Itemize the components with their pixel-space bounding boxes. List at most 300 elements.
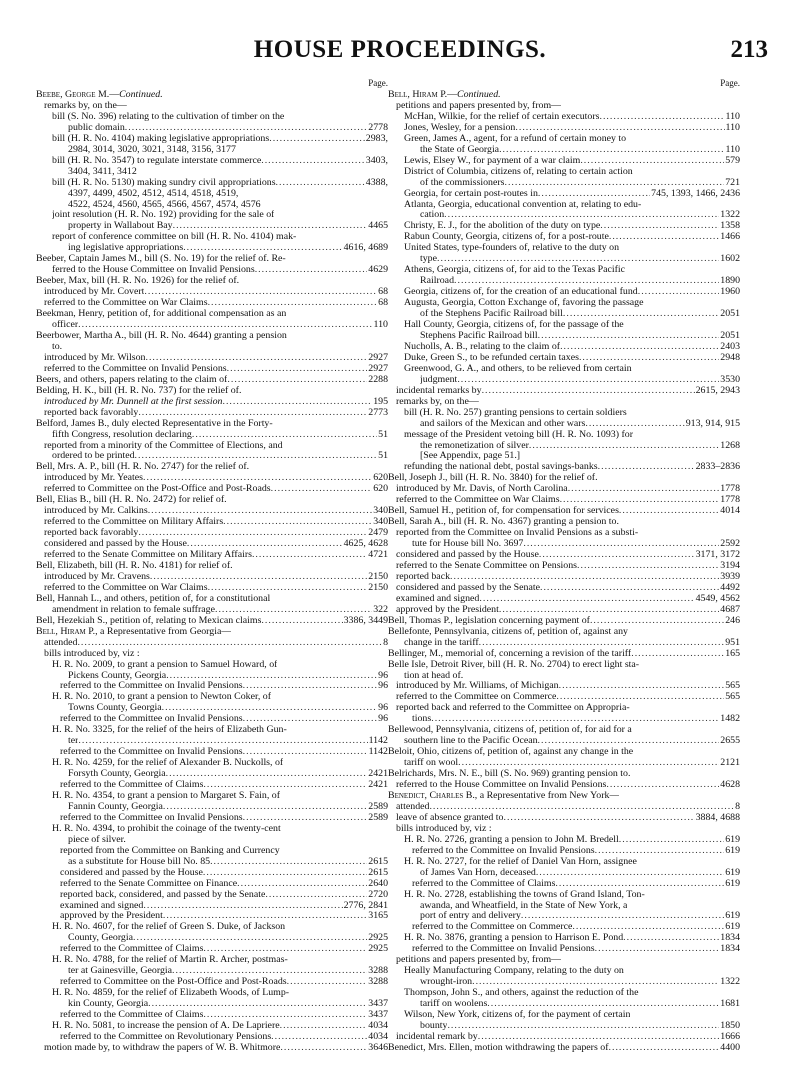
index-entry-text: bills introduced by, viz : [44,648,140,659]
index-entry-text: Hall County, Georgia, citizens of, for the passage of the [404,320,624,331]
index-line [36,90,388,101]
leader-dots [595,846,725,857]
index-entry-text: referred to the Committee of Claims [60,944,204,955]
index-entry-text: referred to the Committee on War Claims [44,298,208,309]
index-line [388,671,740,682]
index-line [388,1021,740,1032]
index-line [36,561,388,572]
index-entry-text: referred to the Committee on Commerce [396,692,557,703]
index-entry-text: bill (H. R. No. 257) granting pensions to certain soldiers [404,407,627,418]
page-reference: 2615, 2943 [695,385,740,396]
leader-dots [208,583,368,594]
index-line [36,627,388,638]
index-entry-text: tions [412,714,432,725]
page-reference: 4687 [720,604,740,615]
index-entry-text: [See Appendix, page 51.] [420,451,521,462]
index-line [36,210,388,221]
page-reference: 619 [725,922,740,933]
leader-dots [472,977,719,988]
page-reference: 721 [725,177,740,188]
page-reference: 2592 [720,539,740,550]
index-entry-text: Beerbower, Martha A., bill (H. R. No. 4644) granting a pension [36,330,287,341]
leader-dots [595,944,720,955]
index-line [388,167,740,178]
index-entry-text: Bell, Hiram P., a Representative from Georgia— [36,626,232,637]
index-entry-text: Belford, James B., duly elected Representative in the Forty- [36,418,273,429]
leader-dots [580,156,724,167]
index-entry-text: referred to the Committee on Invalid Pensions [60,812,243,823]
leader-dots [529,441,719,452]
index-line [36,616,388,627]
index-line [388,473,740,484]
leader-dots [536,868,724,879]
index-entry-text: Heally Manufacturing Company, relating to the duty on [404,966,624,977]
page-reference: 2421 [368,769,388,780]
page-reference: 4400 [720,1042,740,1053]
page-reference: 2778 [368,122,388,133]
index-line [388,495,740,506]
index-entry-text: bounty [420,1021,448,1032]
index-line [36,747,388,758]
index-entry-text: approved by the President [396,604,499,615]
index-line [388,276,740,287]
page-reference: 1142 [368,747,388,758]
index-entry-text: the State of Georgia [420,144,500,155]
page-reference: 340 [373,506,388,517]
index-line [36,473,388,484]
page-reference: 246 [725,615,740,626]
index-line [36,287,388,298]
index-entry-text: Beekman, Henry, petition of, for additional compensation as an [36,309,287,320]
index-line [36,605,388,616]
index-entry-text: 2984, 3014, 3020, 3021, 3148, 3156, 3177 [68,144,236,155]
index-line [388,955,740,966]
index-entry-text: referred to the Committee on Commerce [412,922,573,933]
page-reference: 4465 [368,221,388,232]
leader-dots [271,484,373,495]
leader-dots [609,1043,720,1054]
index-entry-text: Bell, Hezekiah S., petition of, relating to Mexican claims [36,615,262,626]
index-entry-text: Athens, Georgia, citizens of, for aid to the Texas Pacific [404,265,626,276]
index-line [36,484,388,495]
index-entry-text: property in Wallabout Bay [68,221,173,232]
page-reference: 619 [725,878,740,889]
leader-dots [163,911,367,922]
leader-dots [143,901,342,912]
index-line [36,539,388,550]
index-line [36,933,388,944]
index-entry-text: Thompson, John S., and others, against the reduction of the [404,988,639,999]
leader-dots [143,473,372,484]
page-number: 213 [730,36,768,63]
leader-dots [631,649,724,660]
page-reference: 1322 [720,977,740,988]
index-entry-text: 4522, 4524, 4560, 4565, 4566, 4567, 4574, 4576 [68,199,261,210]
index-line [388,265,740,276]
index-entry-text: H. R. No. 3325, for the relief of the heirs of Elizabeth Gun- [52,725,287,736]
index-entry-text: reported back favorably [44,407,139,418]
leader-dots [609,232,719,243]
leader-dots [172,966,367,977]
leader-dots [261,616,342,627]
leader-dots [280,1021,368,1032]
page-reference: 2615 [368,867,388,878]
index-line [388,287,740,298]
index-entry-text: Belding, H. K., bill (H. R. No. 737) for the relief of. [36,385,242,396]
page-reference: 1602 [720,254,740,265]
index-line [388,112,740,123]
index-line [36,298,388,309]
index-entry-text: Bellewood, Pennsylvania, citizens of, petition of, for aid for a [388,725,632,736]
leader-dots [458,758,719,769]
page-reference: 2983, [365,133,388,144]
page-reference: 165 [725,648,740,659]
index-line [388,868,740,879]
index-line [36,331,388,342]
leader-dots [252,550,367,561]
index-entry-text: H. R. No. 3876, granting a pension to Harrison E. Pond [404,933,624,944]
leader-dots [429,802,734,813]
page-reference: 3530 [720,374,740,385]
index-line [388,189,740,200]
index-entry-text: H. R. No. 4607, for the relief of Green S. Duke, of Jackson [52,922,286,933]
index-line [36,879,388,890]
index-entry-text: introduced by Mr. Cravens [44,571,150,582]
page-reference: 2927 [368,352,388,363]
index-entry-text: referred to the Committee on Invalid Pensions [44,363,227,374]
page-reference: 1890 [720,276,740,287]
page-reference: 1960 [720,287,740,298]
page-reference: 110 [725,111,740,122]
leader-dots [163,802,367,813]
index-line [36,1032,388,1043]
page-reference: 2288 [368,374,388,385]
leader-dots [559,681,725,692]
index-line [36,156,388,167]
page-reference: 2403 [720,341,740,352]
leader-dots [138,528,367,539]
index-entry-text: bill (S. No. 396) relating to the cultivation of timber on the [52,111,285,122]
index-line [36,944,388,955]
index-entry-text: Stephens Pacific Railroad bill [420,330,538,341]
index-entry-text: Bell, Mrs. A. P., bill (H. R. No. 2747) for the relief of. [36,462,250,473]
index-entry-text: port of entry and delivery [420,911,521,922]
leader-dots [437,254,719,265]
page-reference: 565 [725,692,740,703]
index-line [36,769,388,780]
index-line [388,966,740,977]
index-line [388,944,740,955]
index-line [388,375,740,386]
index-entry-text: leave of absence granted to [396,812,504,823]
page-reference: 4549, 4562 [695,593,740,604]
leader-dots [187,539,343,550]
index-entry-text: Bell, Joseph J., bill (H. R. No. 3840) for the relief of. [388,473,598,484]
index-line [388,901,740,912]
index-entry-text: H. R. No. 4859, for the relief of Elizabeth Woods, of Lump- [52,988,290,999]
index-entry-text: tute for House bill No. 3697 [412,539,524,550]
page-reference: 4014 [720,506,740,517]
leader-dots [503,813,694,824]
leader-dots [478,1032,720,1043]
leader-dots [203,944,367,955]
leader-dots [619,506,719,517]
index-line [388,254,740,265]
index-entry-text: Lewis, Elsey W., for payment of a war claim [404,155,581,166]
index-entry-text: Railroad [420,276,455,287]
index-entry-text: petitions and papers presented by, from— [396,100,561,111]
index-line [36,999,388,1010]
leader-dots [487,999,719,1010]
leader-dots [479,594,694,605]
index-entry-text: referred to the Committee on Invalid Pensions [412,845,595,856]
index-entry-text: Towns County, Georgia [68,703,162,714]
index-line [36,276,388,287]
index-entry-text: Bellinger, M., memorial of, concerning a revision of the tariff [388,648,632,659]
index-entry-text: kin County, Georgia [68,999,149,1010]
index-line [36,890,388,901]
index-line [36,462,388,473]
page-reference: 2479 [368,528,388,539]
leader-dots [227,375,367,386]
index-line [36,178,388,189]
index-line [388,769,740,780]
index-line [36,189,388,200]
index-entry-text: H. R. No. 4259, for the relief of Alexander B. Nuckolls, of [52,758,284,769]
index-entry-text: referred to the Committee on Invalid Pensions [412,944,595,955]
index-entry-text: considered and passed by the House [60,867,203,878]
index-line [36,112,388,123]
index-entry-text: referred to the Committee on War Claims [396,495,560,506]
index-line [36,1010,388,1021]
index-line [388,178,740,189]
page-reference: 1322 [720,210,740,221]
index-line [388,835,740,846]
page-reference: 579 [725,155,740,166]
page-reference: 110 [373,320,388,331]
index-line [36,386,388,397]
index-column-left [36,78,388,1054]
page-reference: 1666 [720,1031,740,1042]
index-line [36,977,388,988]
page-reference: 1850 [720,1021,740,1032]
index-line [36,736,388,747]
index-entry-text: the remonetization of silver [420,440,529,451]
leader-dots [454,276,719,287]
index-entry-text: 3404, 3411, 3412 [68,166,137,177]
page-reference: 51 [378,451,388,462]
leader-dots [237,879,367,890]
page-reference: 2655 [720,736,740,747]
index-line [36,911,388,922]
page-reference: 1482 [720,714,740,725]
index-entry-text: 4397, 4499, 4502, 4512, 4514, 4518, 4519, [68,188,239,199]
index-entry-text: of the commissioners [420,177,505,188]
index-entry-text: referred to the Committee of Claims [412,878,556,889]
page-reference: 1778 [720,484,740,495]
index-entry-text: Bell, Sarah A., bill (H. R. No. 4367) granting a pension to. [388,517,619,528]
leader-dots [540,583,719,594]
index-line [388,243,740,254]
leader-dots [579,353,719,364]
leader-dots [78,320,372,331]
leader-dots [255,265,368,276]
leader-dots [223,517,372,528]
page-reference: 322 [373,604,388,615]
leader-dots [447,1021,719,1032]
index-line [36,200,388,211]
index-line [36,955,388,966]
index-entry-text: refunding the national debt, postal savings-banks [404,462,598,473]
page-reference: 4034 [368,1031,388,1042]
index-entry-text: Bell, Thomas P., legislation concerning payment of [388,615,590,626]
index-entry-text: wrought-iron [420,977,473,988]
index-line [36,835,388,846]
index-entry-text: remarks by, on the— [44,100,127,111]
page-reference: 620 [373,473,388,484]
index-entry-text: Beers, and others, papers relating to the claim of [36,374,228,385]
index-line [388,364,740,375]
page-column-label: Page. [368,78,388,88]
page-reference: 96 [378,681,388,692]
index-line [388,462,740,473]
index-entry-text: incidental remarks by [396,385,482,396]
leader-dots [77,638,382,649]
index-entry-text: reported back and referred to the Committee on Appropria- [396,703,630,714]
leader-dots [590,616,724,627]
index-entry-text: referred to the Committee on Invalid Pensions [60,681,243,692]
index-entry-text: Beloit, Ohio, citizens of, petition of, against any change in the [388,747,634,758]
index-line [388,484,740,495]
page-reference: 3939 [720,571,740,582]
leader-dots [515,123,724,134]
page-reference: 4616, 4689 [343,243,388,254]
page-reference: 2925 [368,933,388,944]
index-entry-text: tariff on woolens [420,999,488,1010]
leader-dots [222,397,372,408]
index-line [36,594,388,605]
index-line [388,517,740,528]
index-entry-text: tion at head of. [404,670,464,681]
index-entry-text: type [420,254,438,265]
index-line [388,681,740,692]
index-entry-text: H. R. No. 2726, granting a pension to John M. Bredell [404,834,619,845]
leader-dots [166,769,368,780]
page-reference: 2833–2836 [695,462,740,473]
page-reference: 4625, 4628 [343,539,388,550]
index-line [388,988,740,999]
index-entry-text: examined and signed [60,900,144,911]
index-line [388,824,740,835]
index-entry-text: public domain [68,122,125,133]
index-entry-text: H. R. No. 2727, for the relief of Daniel Van Horn, assignee [404,856,637,867]
page-column-label: Page. [720,78,740,88]
index-line [388,320,740,331]
index-line [388,506,740,517]
index-entry-text: piece of silver. [68,834,126,845]
leader-dots [600,221,719,232]
index-entry-text: awanda, and Wheatfield, in the State of New York, a [420,900,628,911]
page-reference: 4034 [368,1021,388,1032]
index-line [388,911,740,922]
leader-dots [133,933,367,944]
index-entry-text: southern line to the Pacific Ocean [404,736,538,747]
leader-dots [499,145,724,156]
leader-dots [276,178,365,189]
index-line [388,1032,740,1043]
index-entry-text: Atlanta, Georgia, educational convention at, relating to edu- [404,199,642,210]
index-line [36,1043,388,1054]
index-entry-text: referred to the Committee on Invalid Pensions [60,714,243,725]
index-entry-text: referred to the Committee of Claims [60,780,204,791]
index-line [36,846,388,857]
index-line [36,353,388,364]
leader-dots [183,243,342,254]
index-entry-text: reported from the Committee on Invalid Pensions as a substi- [396,528,639,539]
leader-dots [563,309,719,320]
leader-dots [287,977,368,988]
index-line [388,134,740,145]
index-entry-text: Bell, Elizabeth, bill (H. R. No. 4181) for relief of. [36,560,233,571]
index-line [388,736,740,747]
index-line [388,747,740,758]
index-entry-text: reported back favorably [44,528,139,539]
index-line [36,397,388,408]
index-entry-text: Christy, E. J., for the abolition of the duty on type [404,221,601,232]
index-line [388,309,740,320]
page-reference: 1466 [720,232,740,243]
page-header [0,36,800,70]
index-entry-text: of James Van Horn, deceased [420,867,536,878]
index-entry-text: fifth Congress, resolution declaring [52,429,192,440]
index-line [388,210,740,221]
page-reference: 8 [383,637,388,648]
index-line [388,561,740,572]
leader-dots [150,572,367,583]
index-entry-text: introduced by Mr. Williams, of Michigan [396,681,559,692]
index-entry-text: referred to the Senate Committee on Pensions [396,560,577,571]
index-line [388,977,740,988]
index-line [388,1010,740,1021]
index-entry-text: H. R. No. 4394, to prohibit the coinage of the twenty-cent [52,823,281,834]
leader-dots [623,933,719,944]
index-line [36,145,388,156]
index-line [388,922,740,933]
index-entry-text: Duke, Green S., to be refunded certain taxes [404,352,579,363]
index-line [388,550,740,561]
page-title: HOUSE PROCEEDINGS. [253,36,547,63]
index-entry-text: Georgia, for certain post-routes in [404,188,538,199]
index-line [388,802,740,813]
index-entries [388,90,740,1054]
index-entry-text: introduced by Mr. Dunnell at the first session [44,396,223,407]
index-line [36,243,388,254]
index-line [388,857,740,868]
index-entry-text: as a substitute for House bill No. 85 [68,856,211,867]
page-reference: 3646 [368,1042,388,1053]
leader-dots [78,736,367,747]
index-entry-text: Benedict, Charles B., a Representative from New York— [388,791,620,801]
index-line [388,791,740,802]
page-reference: 951 [725,637,740,648]
page-reference: 340 [373,517,388,528]
index-entry-text: referred to Committee on the Post-Office and Post-Roads [60,977,287,988]
index-entry-text: examined and signed [396,593,480,604]
leader-dots [560,342,719,353]
index-entry-text: Beeber, Max, bill (H. R. No. 1926) for the relief of. [36,276,240,287]
index-line [36,320,388,331]
index-entry-text: H. R. No. 4354, to grant a pension to Margaret S. Fain, of [52,791,281,801]
